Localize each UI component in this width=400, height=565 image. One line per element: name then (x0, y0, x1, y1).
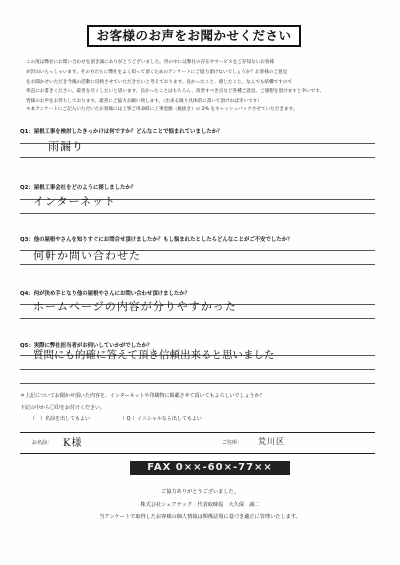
answer-2: インターネット (33, 195, 117, 208)
answer-1: 雨漏り (48, 140, 84, 153)
question-4: Q4：何が決め手となり他の屋根やさんにお問い合わせ頂けましたか？ (20, 291, 191, 297)
question-2: Q2：屋根工事会社をどのように探しましたか？ (20, 185, 137, 191)
answer-4: ホームページの内容が分りやすかった (33, 300, 237, 313)
option-initial-ok[interactable]: （ Q ）イニシャルなら出してもよい (120, 416, 202, 422)
thanks-text: ご協力ありがとうございました。 (161, 489, 239, 495)
name-label: お名前： (32, 440, 53, 446)
survey-title: お客様のお声をお聞かせください (87, 25, 301, 47)
answer-3: 何軒か問い合わせた (33, 249, 141, 262)
address-value: 荒川区 (258, 437, 285, 446)
company-name: 株式会社シェアテック 代表取締役 大久保 誠二 (140, 502, 260, 508)
intro-text: この度は弊社にお問い合わせを頂き誠にありがとうございました。世の中には弊社の存在やサービスをご存知ないお客様 が沢山いらっしゃいます。その方たちに弊社をよく知って頂くためのアンケートにご協力頂けないでしょうか？お客様のご意見 をお聞かせいただき今後の活動に反映させていただきたいと考えております。良かったこと、感じたこと、なんでも結構ですので 率直にお書きください。最善を尽くしたいと思います。良かったことはもちろん、改善すべき点など各種ご意見、ご感想を頂けますと幸いです。 皆様のお声をお待ちしております。最善にご協力お願い致します。（出来る限り具体的に書いて頂ければ幸いです） (26, 60, 325, 105)
question-5: Q5：実際に弊社担当者がお伺いしていかがでしたか？ (20, 343, 153, 349)
option-name-ok[interactable]: （ ）名前を出してもよい (30, 416, 91, 422)
consent-instruction: 下記の中から〇印をお付けください。 (20, 405, 106, 411)
question-3: Q3：他の屋根やさんを知りすぐにお問合せ頂けましたか？もし悩まれたとしたらどんなことがご不安でしたか？ (20, 237, 293, 243)
cashback-note: ＊本アンケートにご記入いただいたお客様には工事ご用命時に工事金額（税抜き）の 2% をキャッシュバックさせていただきます。 (26, 107, 298, 112)
question-1: Q1：屋根工事を検討したきっかけは何ですか？どんなことで悩まれていましたか？ (20, 129, 223, 135)
answer-5: 質問にも的確に答えて頂き信頼出来ると思いました (33, 349, 275, 361)
consent-question: ＊上記についてお聞かせ頂いた内容を、インターネットや印刷物に掲載させて頂いてもよろしいでしょうか？ (20, 393, 265, 399)
name-value: K様 (63, 438, 83, 449)
address-label: ご住所： (222, 440, 243, 446)
privacy-note: 当アンケートで取得したお客様の個人情報は関係法規に基づき適正に管理いたします。 (99, 514, 301, 520)
fax-number: FAX 0××-60×-77×× (130, 461, 290, 475)
